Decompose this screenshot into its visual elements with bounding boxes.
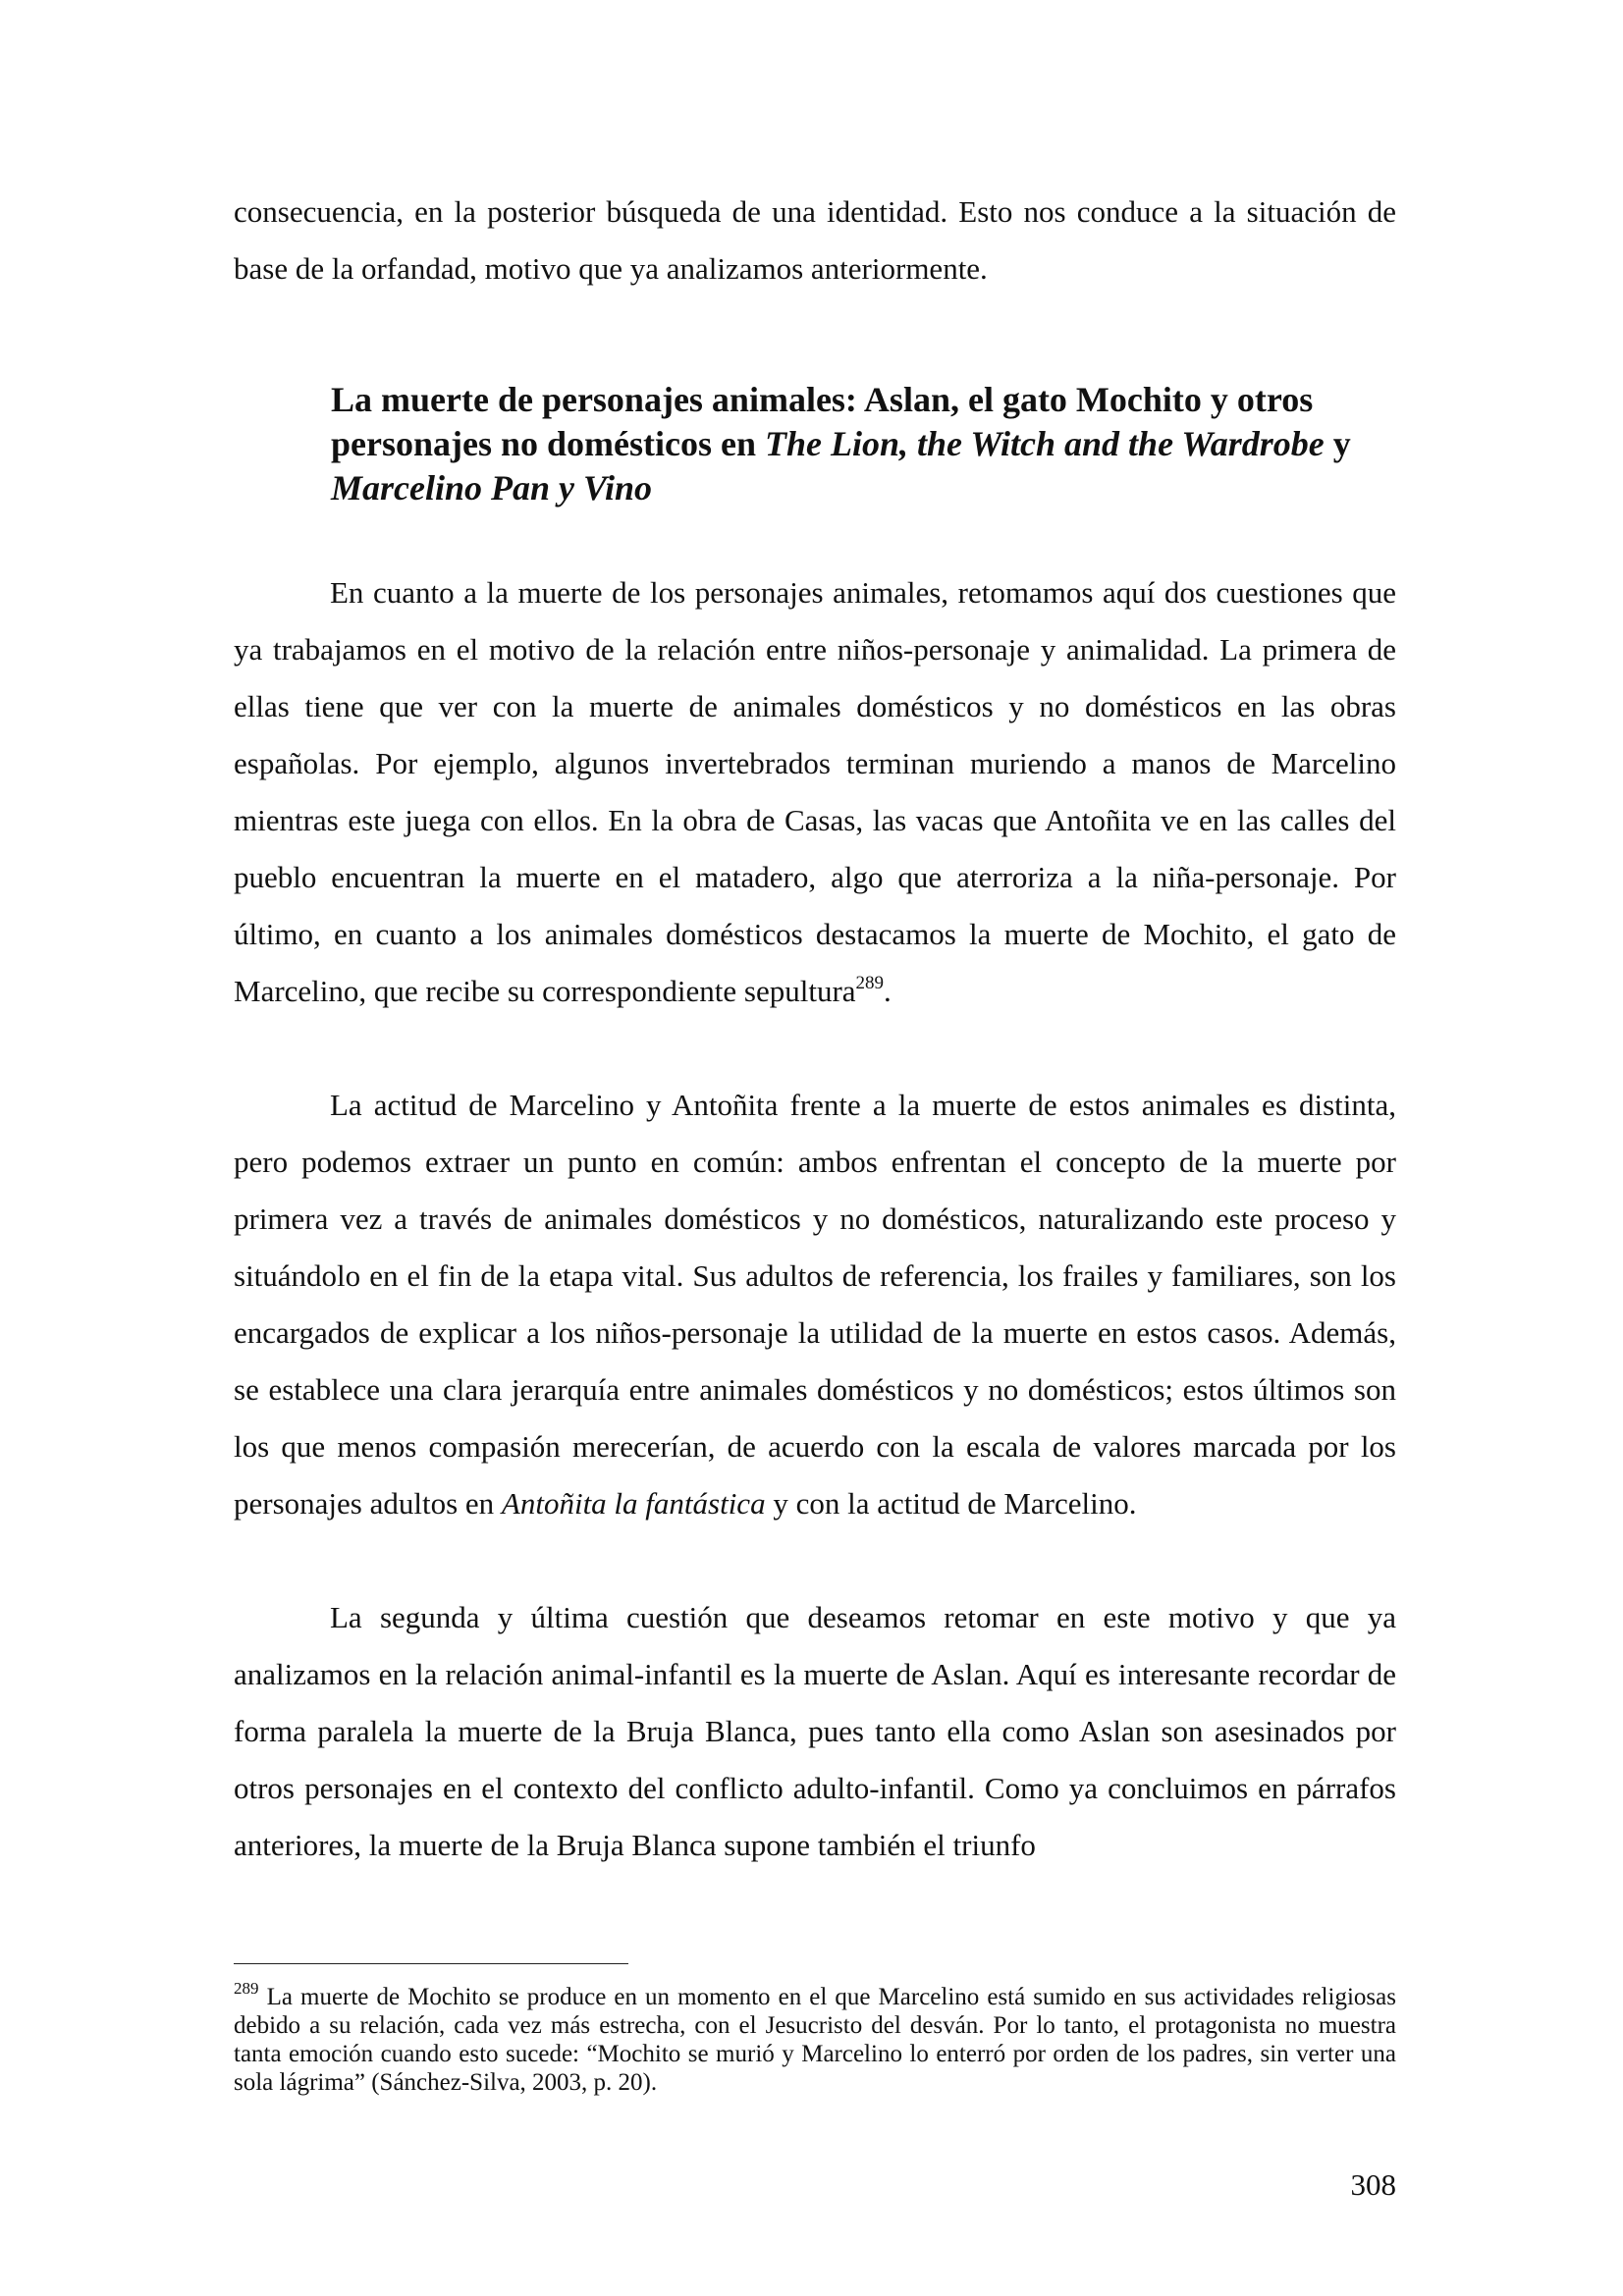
top-paragraph-block <box>234 184 1396 297</box>
paragraph-2-text: La actitud de Marcelino y Antoñita frente a la muerte de estos animales es distinta, pero podemos extraer un punto en común: ambos enfrentan el concepto de la muerte por primera vez a través de animales domésticos y no domésticos, naturalizando este proceso y situándolo en el fin de la etapa vital. Sus adultos de referencia, los frailes y familiares, son los encargados de explicar a los niños-personaje la utilidad de la muerte en estos casos. Además, se establece una clara jerarquía entre animales domésticos y no domésticos; estos últimos son los que menos compasión merecerían, de acuerdo con la escala de valores marcada por los personajes adultos en <box>234 1088 1396 1521</box>
title-antonita: Antoñita la fantástica <box>501 1486 766 1521</box>
section-heading <box>331 378 1411 510</box>
body-text <box>234 564 1396 1874</box>
footnote-reference: 289 <box>855 972 885 993</box>
heading-title-lion: The Lion, the Witch and the Wardrobe <box>764 424 1325 463</box>
paragraph-animal-deaths <box>234 564 1396 1020</box>
paragraph-aslan-death: La segunda y última cuestión que deseamos retomar en este motivo y que ya analizamos en la relación animal-infantil es la muerte de Aslan. Aquí es interesante recordar de forma paralela la muerte de la Bruja Blanca, pues tanto ella como Aslan son asesinados por otros personajes en el contexto del conflicto adulto-infantil. Como ya concluimos en párrafos anteriores, la muerte de la Bruja Blanca supone también el triunfo <box>234 1600 1396 1862</box>
footnote-separator <box>234 1963 628 1964</box>
heading-connector: y <box>1324 424 1351 463</box>
footnote-text: La muerte de Mochito se produce en un momento en el que Marcelino está sumido en sus actividades religiosas debido a su relación, cada vez más estrecha, con el Jesucristo del desván. Por lo tanto, el protagonista no muestra tanta emoción cuando esto sucede: “Mochito se murió y Marcelino lo enterró por orden de los padres, sin verter una sola lágrima” (Sánchez-Silva, 2003, p. 20). <box>234 1984 1396 2096</box>
paragraph-2-end: y con la actitud de Marcelino. <box>765 1486 1137 1521</box>
paragraph-1-text: En cuanto a la muerte de los personajes animales, retomamos aquí dos cuestiones que ya trabajamos en el motivo de la relación entre niños-personaje y animalidad. La primera de ellas tiene que ver con la muerte de animales domésticos y no domésticos en las obras españolas. Por ejemplo, algunos invertebrados terminan muriendo a manos de Marcelino mientras este juega con ellos. En la obra de Casas, las vacas que Antoñita ve en las calles del pueblo encuentran la muerte en el matadero, algo que aterroriza a la niña-personaje. Por último, en cuanto a los animales domésticos destacamos la muerte de Mochito, el gato de Marcelino, que recibe su correspondiente sepultura <box>234 575 1396 1008</box>
heading-title-marcelino: Marcelino Pan y Vino <box>331 468 653 507</box>
paragraph-attitudes <box>234 1077 1396 1532</box>
footnote <box>234 1978 1396 2097</box>
footnote-number: 289 <box>234 1978 259 1998</box>
paragraph-1-end: . <box>884 974 892 1008</box>
page-number: 308 <box>1350 2167 1396 2202</box>
top-paragraph: consecuencia, en la posterior búsqueda de una identidad. Esto nos conduce a la situación de base de la orfandad, motivo que ya analizamos anteriormente. <box>234 194 1396 286</box>
heading-text: La muerte de personajes animales: Aslan, el gato Mochito y otros personajes no domésticos en <box>331 380 1314 463</box>
